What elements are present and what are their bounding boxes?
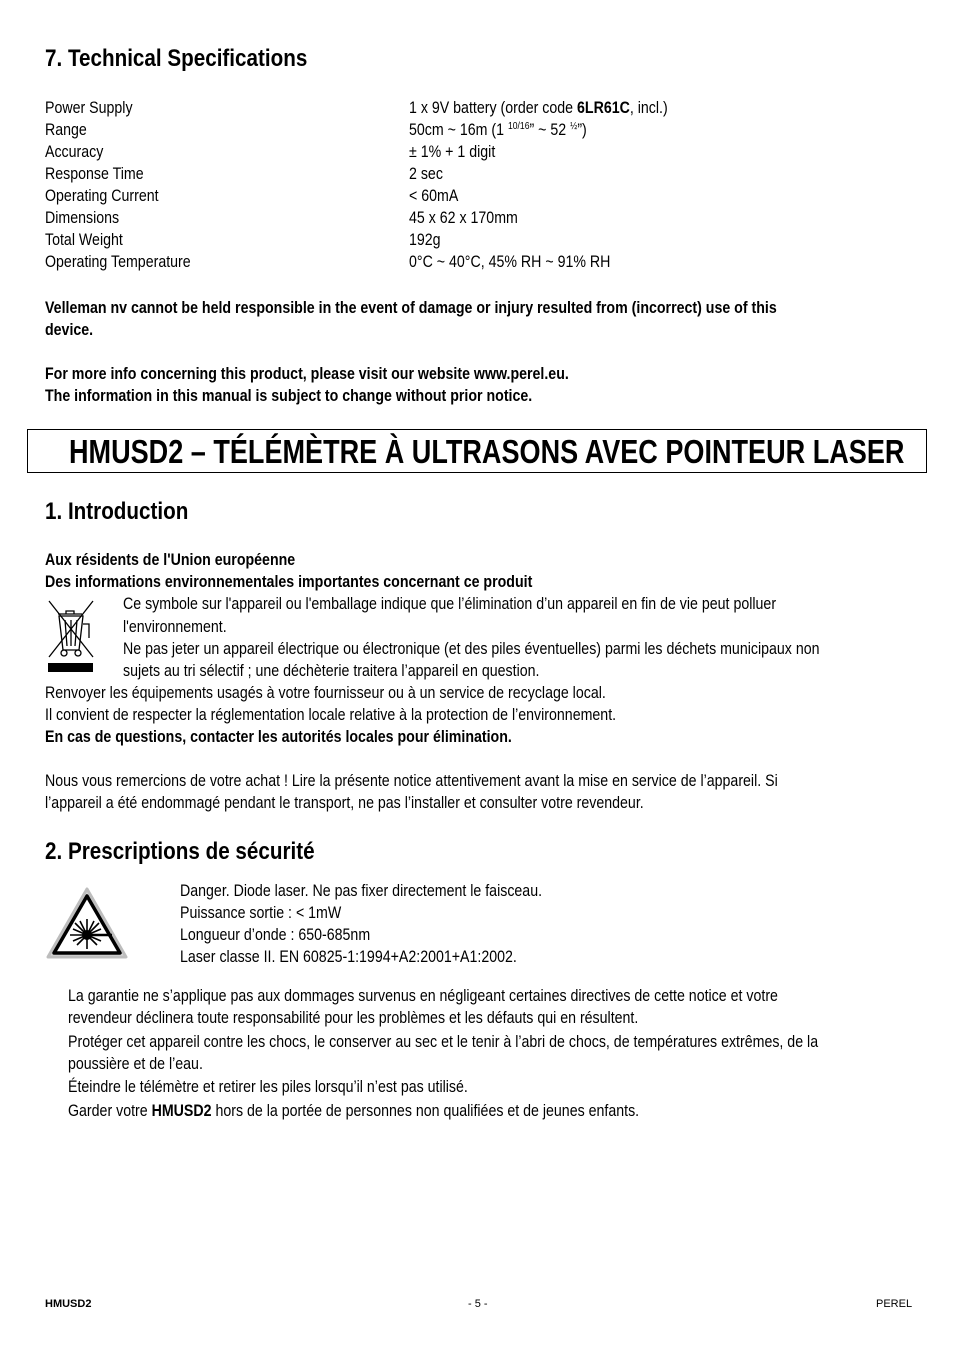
spec-row [45, 97, 905, 119]
laser-spec-line: Longueur d’onde : 650-685nm [180, 926, 371, 944]
spec-label: Accuracy [45, 143, 104, 161]
spec-row [45, 119, 905, 141]
spec-value: 0°C ~ 40°C, 45% RH ~ 91% RH [409, 253, 611, 271]
spec-label: Total Weight [45, 231, 123, 249]
spec-label: Operating Current [45, 187, 159, 205]
info-website-line: For more info concerning this product, please visit our website www.perel.eu. [45, 365, 569, 383]
environment-info-subheading: Des informations environnementales importantes concernant ce produit [45, 573, 533, 591]
protect-line-2: poussière et de l’eau. [68, 1055, 203, 1073]
spec-value: 2 sec [409, 165, 443, 183]
spec-label: Response Time [45, 165, 144, 183]
thanks-line-1: Nous vous remercions de votre achat ! Lire la présente notice attentivement avant la mise en service de l’appareil. Si [45, 772, 778, 790]
protect-line-1: Protéger cet appareil contre les chocs, le conserver au sec et le tenir à l’abri de chocs, de températures extrêmes, de la [68, 1033, 819, 1051]
spec-row [45, 229, 905, 251]
laser-warning-icon [44, 885, 130, 963]
switch-off-line: Éteindre le télémètre et retirer les piles lorsqu’il n’est pas utilisé. [68, 1078, 468, 1096]
warranty-line-2: revendeur déclinera toute responsabilité pour les problèmes et les défauts qui en résultent. [68, 1009, 639, 1027]
spec-value: 1 x 9V battery (order code 6LR61C, incl.) [409, 99, 668, 117]
spec-row [45, 251, 905, 273]
eu-residents-subheading: Aux résidents de l'Union européenne [45, 551, 296, 569]
footer-model: HMUSD2 [45, 1298, 92, 1310]
laser-spec-line: Laser classe II. EN 60825-1:1994+A2:2001+A1:2002. [180, 948, 517, 966]
keep-away-line: Garder votre HMUSD2 hors de la portée de personnes non qualifiées et de jeunes enfants. [68, 1102, 640, 1120]
spec-label: Operating Temperature [45, 253, 191, 271]
footer-page-number: - 5 - [468, 1298, 488, 1310]
regulation-line: Il convient de respecter la réglementation locale relative à la protection de l’environnement. [45, 706, 617, 724]
spec-value: 192g [409, 231, 441, 249]
laser-spec-line: Danger. Diode laser. Ne pas fixer directement le faisceau. [180, 882, 543, 900]
disclaimer-line-2: device. [45, 321, 94, 339]
spec-label: Power Supply [45, 99, 133, 117]
french-title-box [27, 429, 927, 473]
footer-brand: PEREL [876, 1298, 913, 1310]
weee-text-line: Ce symbole sur l'appareil ou l'emballage indique que l’élimination d’un appareil en fin de vie peut polluer [123, 595, 777, 613]
questions-line: En cas de questions, contacter les autorités locales pour élimination. [45, 728, 512, 746]
return-equipment-line: Renvoyer les équipements usagés à votre fournisseur ou à un service de recyclage local. [45, 684, 606, 702]
disclaimer-line-1: Velleman nv cannot be held responsible in the event of damage or injury resulted from (incorrect) use of this [45, 299, 777, 317]
warranty-line-1: La garantie ne s’applique pas aux dommages survenus en négligeant certaines directives de cette notice et votre [68, 987, 778, 1005]
spec-row [45, 207, 905, 229]
spec-label: Range [45, 121, 87, 139]
spec-table [45, 97, 905, 273]
spec-value: < 60mA [409, 187, 459, 205]
weee-text-line: l'environnement. [123, 618, 227, 636]
spec-row [45, 163, 905, 185]
weee-text-line: sujets au tri sélectif ; une déchèterie traitera l’appareil en question. [123, 662, 540, 680]
spec-value: 50cm ~ 16m (1 $^{10/16}$” ~ 52 $^{\frac{1}{2}}$”) [409, 121, 587, 139]
laser-spec-line: Puissance sortie : < 1mW [180, 904, 342, 922]
info-notice-line: The information in this manual is subject to change without prior notice. [45, 387, 533, 405]
tech-specs-heading: 7. Technical Specifications [45, 45, 308, 72]
weee-text-line: Ne pas jeter un appareil électrique ou électronique (et des piles éventuelles) parmi les déchets municipaux non [123, 640, 820, 658]
thanks-line-2: l’appareil a été endommagé pendant le transport, ne pas l’installer et consulter votre revendeur. [45, 794, 644, 812]
safety-heading: 2. Prescriptions de sécurité [45, 838, 315, 865]
french-title: HMUSD2 – TÉLÉMÈTRE À ULTRASONS AVEC POINTEUR LASER [69, 433, 905, 470]
spec-value: 45 x 62 x 170mm [409, 209, 518, 227]
spec-row [45, 185, 905, 207]
spec-row [45, 141, 905, 163]
weee-bin-icon [46, 598, 96, 676]
spec-value: ± 1% + 1 digit [409, 143, 496, 161]
spec-label: Dimensions [45, 209, 120, 227]
introduction-heading: 1. Introduction [45, 498, 189, 525]
